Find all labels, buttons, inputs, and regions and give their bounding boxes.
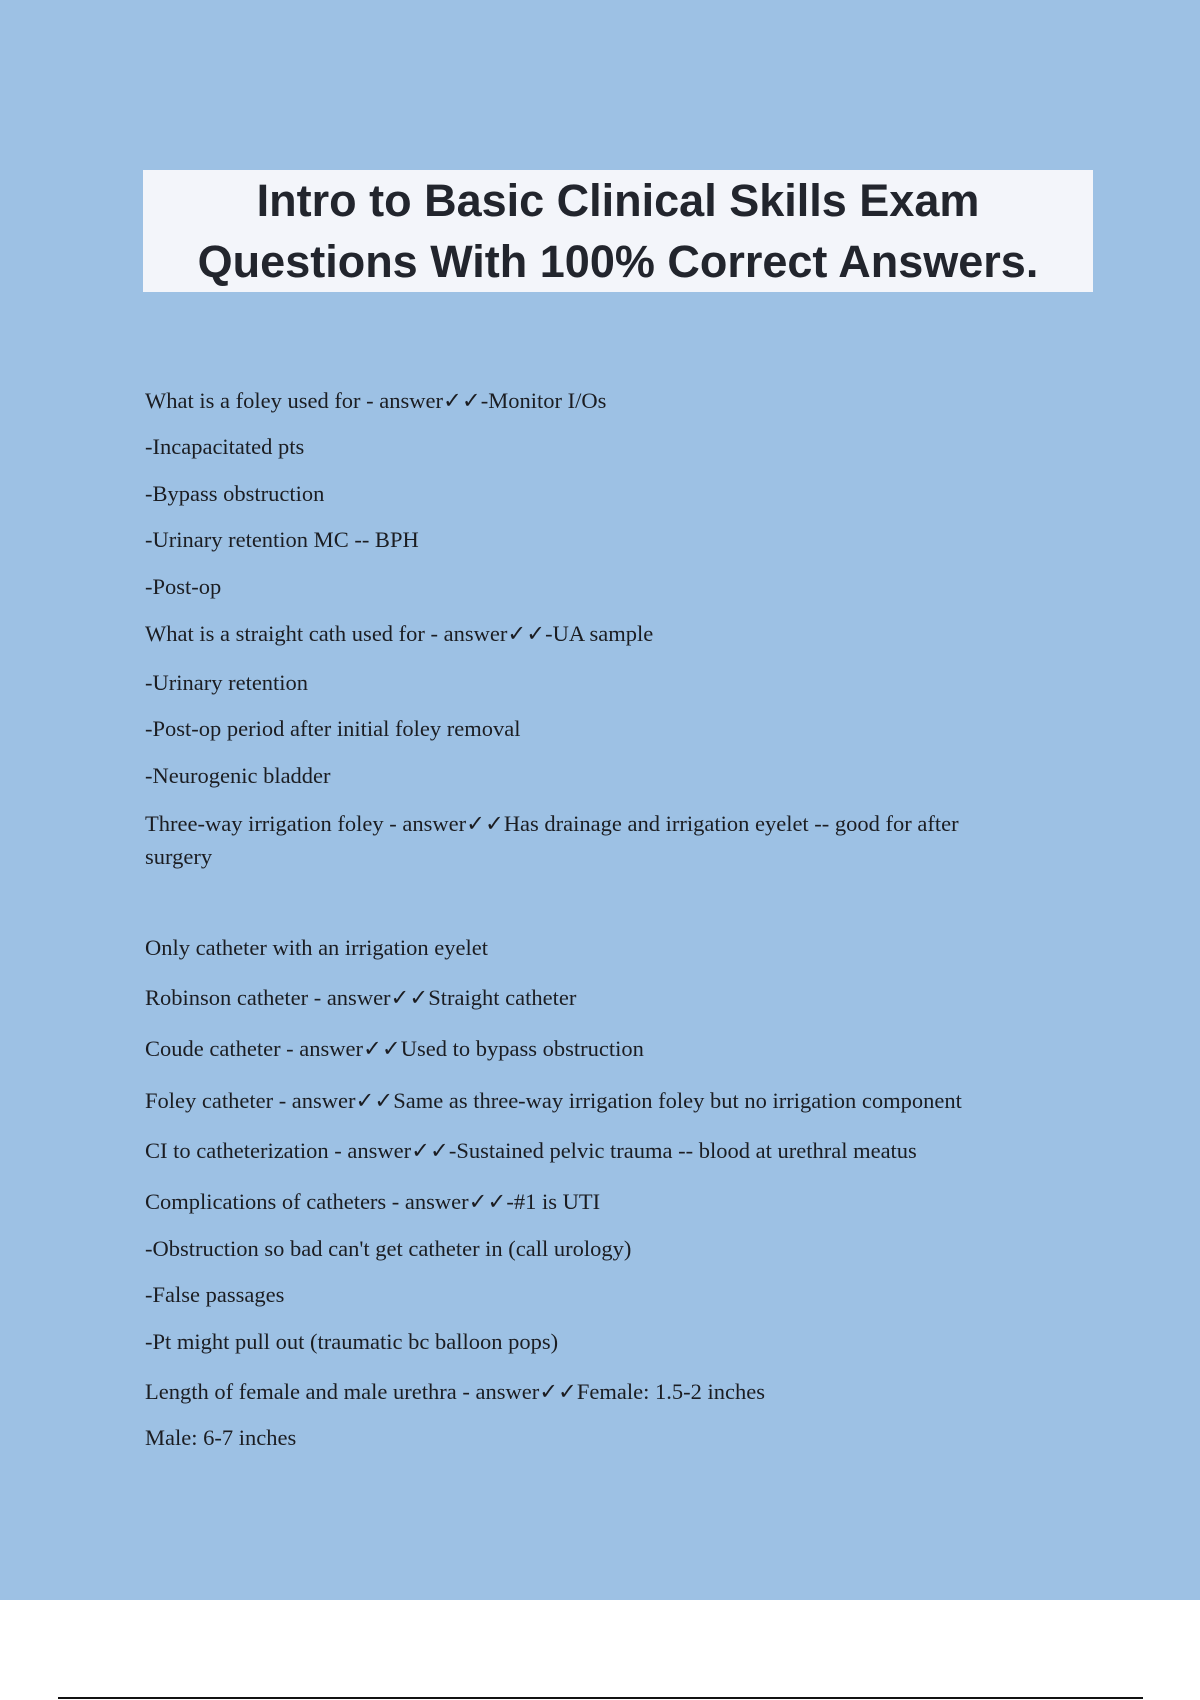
qa-line: -Post-op (145, 574, 222, 599)
qa-line: Robinson catheter - answer✓✓Straight catheter (145, 985, 577, 1010)
qa-line: -Obstruction so bad can't get catheter in (call urology) (145, 1236, 632, 1261)
qa-line: Coude catheter - answer✓✓Used to bypass obstruction (145, 1036, 644, 1061)
qa-line: -Urinary retention MC -- BPH (145, 527, 419, 552)
qa-line: What is a foley used for - answer✓✓-Monitor I/Os (145, 388, 607, 413)
qa-line: Length of female and male urethra - answer✓✓Female: 1.5-2 inches (145, 1379, 765, 1404)
qa-line: -False passages (145, 1282, 285, 1307)
qa-line: -Pt might pull out (traumatic bc balloon pops) (145, 1329, 559, 1354)
document-title-line-2: Questions With 100% Correct Answers. (197, 236, 1039, 287)
title-banner (143, 170, 1093, 292)
qa-line: -Incapacitated pts (145, 434, 305, 459)
document-title-line-1: Intro to Basic Clinical Skills Exam (256, 175, 980, 226)
qa-line: -Urinary retention (145, 670, 309, 695)
qa-line: -Neurogenic bladder (145, 763, 331, 788)
qa-line: surgery (145, 844, 213, 869)
qa-line: Complications of catheters - answer✓✓-#1 is UTI (145, 1189, 601, 1214)
footer-divider (58, 1697, 1143, 1699)
qa-line: Male: 6-7 inches (145, 1425, 297, 1450)
qa-line: Three-way irrigation foley - answer✓✓Has drainage and irrigation eyelet -- good for after (145, 811, 959, 836)
qa-line: CI to catheterization - answer✓✓-Sustained pelvic trauma -- blood at urethral meatus (145, 1138, 917, 1163)
qa-line: -Bypass obstruction (145, 481, 325, 506)
qa-line: What is a straight cath used for - answer✓✓-UA sample (145, 621, 654, 646)
qa-line: Only catheter with an irrigation eyelet (145, 935, 488, 960)
qa-line: Foley catheter - answer✓✓Same as three-way irrigation foley but no irrigation component (145, 1088, 962, 1113)
qa-line: -Post-op period after initial foley removal (145, 716, 521, 741)
